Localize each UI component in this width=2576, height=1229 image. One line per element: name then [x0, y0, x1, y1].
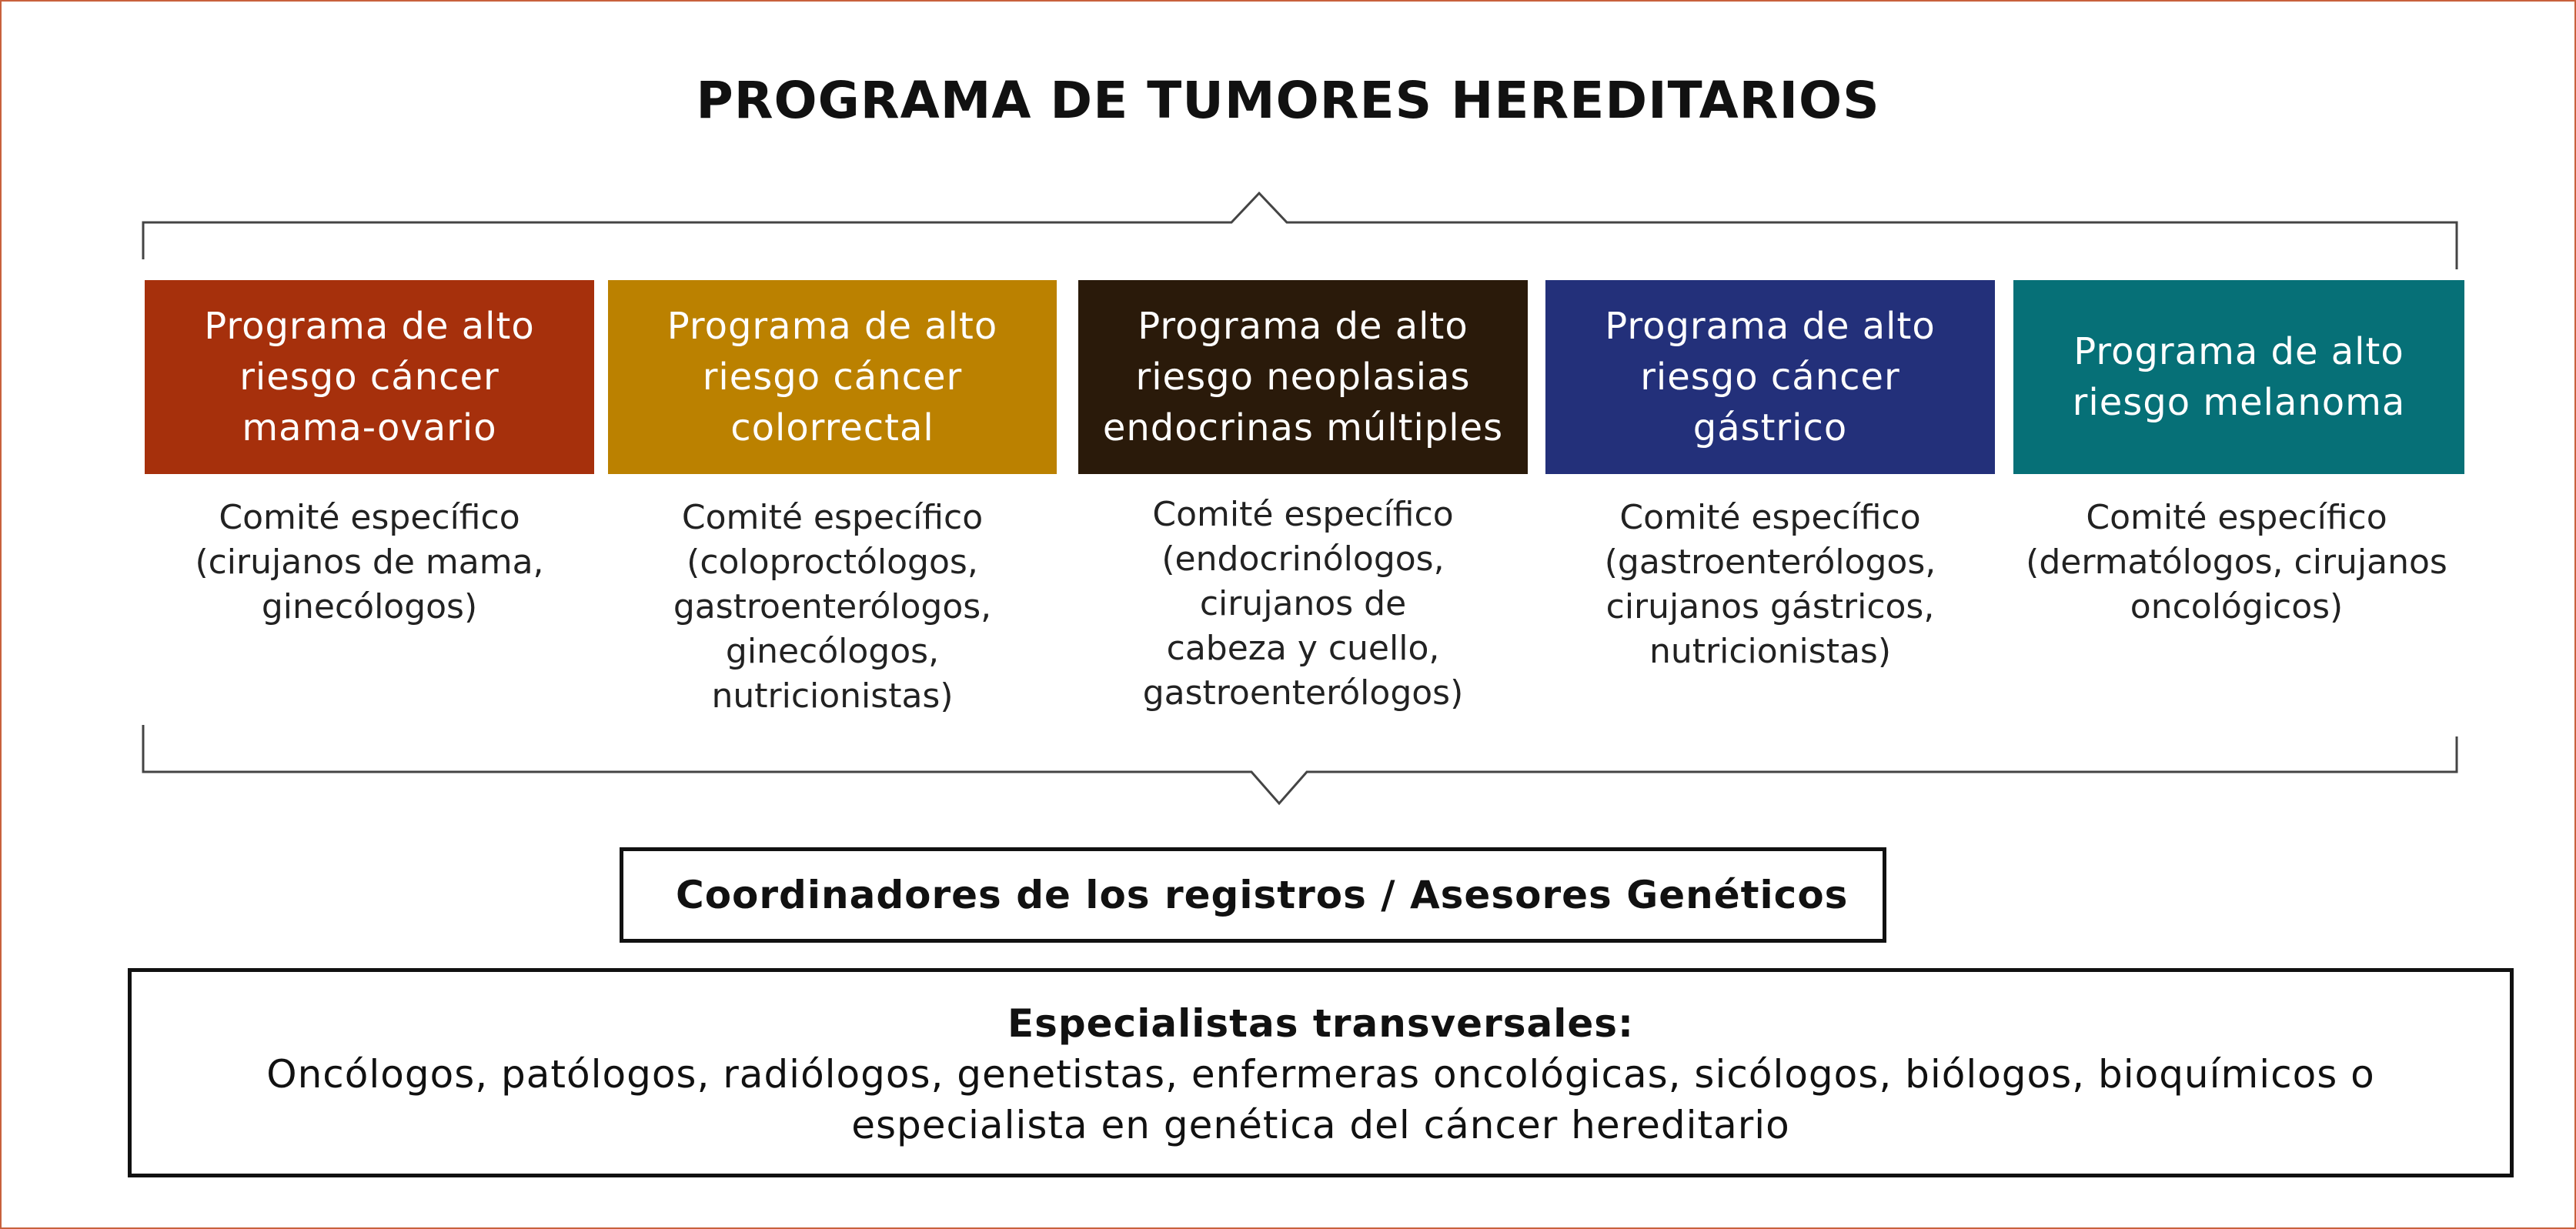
- coordinators-box: [620, 847, 1886, 943]
- program-box-gastrico: Programa de alto riesgo cáncer gástrico: [1545, 280, 1995, 474]
- committee-colorrectal: Comité específico (coloproctólogos, gastroenterólogos, ginecólogos, nutricionistas): [673, 498, 992, 716]
- specialists-title: Especialistas transversales:: [1007, 1001, 1635, 1046]
- committee-neoplasias-endocrinas: Comité específico (endocrinólogos, cirujanos de cabeza y cuello, gastroenterólogos): [1142, 495, 1464, 713]
- top-bracket: [143, 193, 2457, 269]
- committee-gastrico: Comité específico (gastroenterólogos, cirujanos gástricos, nutricionistas): [1604, 498, 1936, 671]
- coordinators-label: Coordinadores de los registros / Asesores Genéticos: [676, 873, 1849, 917]
- specialists-text: Oncólogos, patólogos, radiólogos, genetistas, enfermeras oncológicas, sicólogos, biólogos, bioquímicos o especialista en genética del cáncer hereditario: [266, 1052, 2375, 1147]
- program-box-melanoma: Programa de alto riesgo melanoma: [2013, 280, 2464, 474]
- program-box-neoplasias-endocrinas: Programa de alto riesgo neoplasias endocrinas múltiples: [1078, 280, 1528, 474]
- program-box-mama-ovario: Programa de alto riesgo cáncer mama-ovario: [145, 280, 594, 474]
- committee-melanoma: Comité específico (dermatólogos, cirujanos oncológicos): [2026, 498, 2447, 626]
- bottom-bracket: [143, 725, 2457, 803]
- program-box-colorrectal: Programa de alto riesgo cáncer colorrectal: [608, 280, 1057, 474]
- specialists-box: [128, 968, 2514, 1177]
- diagram-title: PROGRAMA DE TUMORES HEREDITARIOS: [696, 71, 1880, 130]
- committee-mama-ovario: Comité específico (cirujanos de mama, ginecólogos): [195, 498, 544, 626]
